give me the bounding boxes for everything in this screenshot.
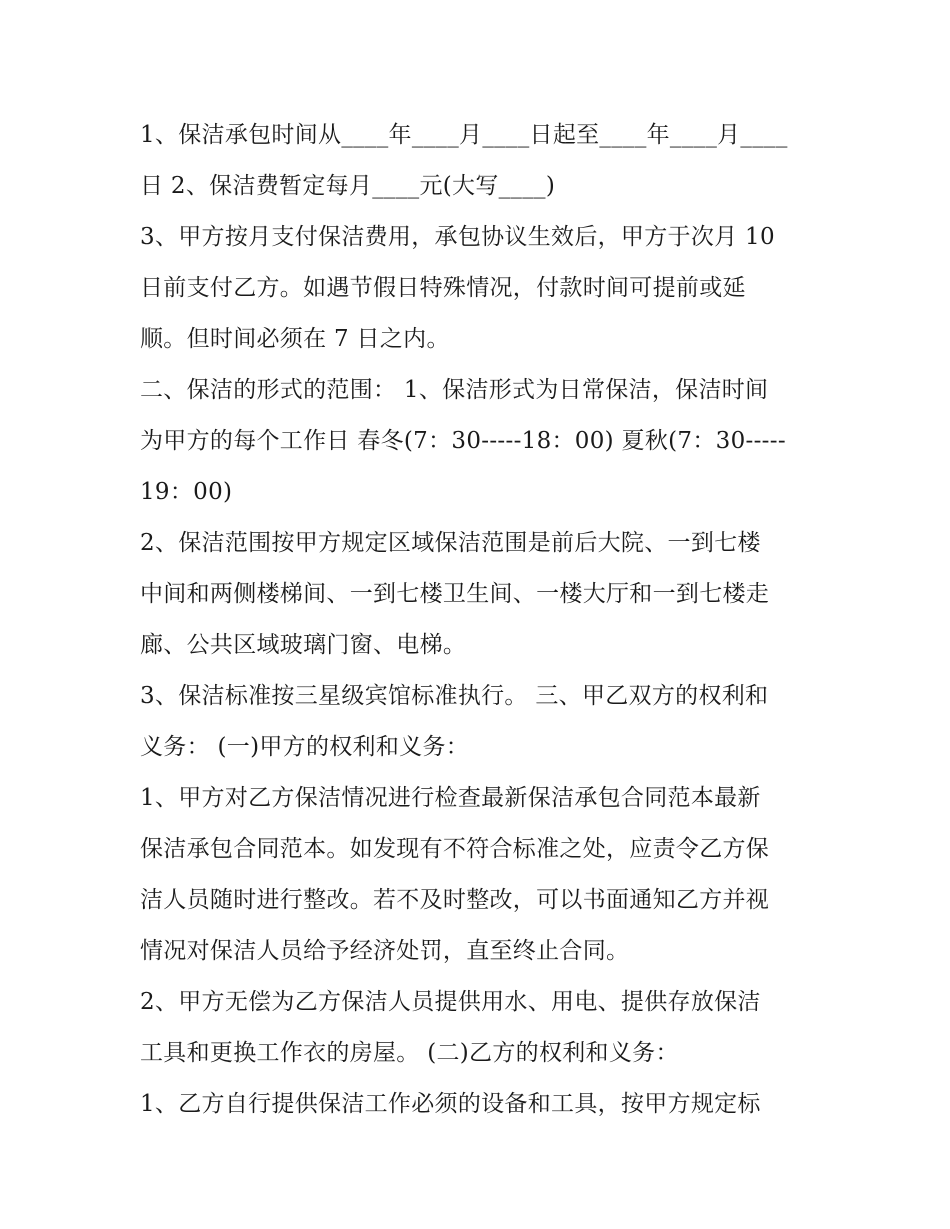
- text-line: 义务： (一)甲方的权利和义务：: [140, 734, 470, 760]
- text-line: 2、甲方无偿为乙方保洁人员提供用水、用电、提供存放保洁: [140, 989, 761, 1015]
- text-line: 3、甲方按月支付保洁费用，承包协议生效后，甲方于次月 10: [140, 224, 775, 250]
- text-line: 19：00): [140, 479, 233, 505]
- text-line: 3、保洁标准按三星级宾馆标准执行。 三、甲乙双方的权利和: [140, 683, 769, 709]
- text-line: 1、保洁承包时间从____年____月____日起至____年____月____: [140, 122, 788, 148]
- text-line: 1、甲方对乙方保洁情况进行检查最新保洁承包合同范本最新: [140, 785, 761, 811]
- text-line: 二、保洁的形式的范围： 1、保洁形式为日常保洁，保洁时间: [140, 377, 769, 403]
- text-line: 洁人员随时进行整改。若不及时整改，可以书面通知乙方并视: [140, 887, 770, 913]
- document-body: [140, 110, 820, 1130]
- text-line: 廊、公共区域玻璃门窗、电梯。: [140, 632, 467, 658]
- text-line: 工具和更换工作衣的房屋。 (二)乙方的权利和义务：: [140, 1040, 679, 1066]
- text-line: 中间和两侧楼梯间、一到七楼卫生间、一楼大厅和一到七楼走: [140, 581, 770, 607]
- text-line: 日 2、保洁费暂定每月____元(大写____): [140, 173, 556, 199]
- text-line: 2、保洁范围按甲方规定区域保洁范围是前后大院、一到七楼: [140, 530, 761, 556]
- text-line: 情况对保洁人员给予经济处罚，直至终止合同。: [140, 938, 630, 964]
- text-line: 保洁承包合同范本。如发现有不符合标准之处，应责令乙方保: [140, 836, 770, 862]
- text-line: 顺。但时间必须在 7 日之内。: [140, 326, 450, 352]
- text-line: 1、乙方自行提供保洁工作必须的设备和工具，按甲方规定标: [140, 1091, 761, 1117]
- text-line: 为甲方的每个工作日 春冬(7：30-----18：00) 夏秋(7：30-----: [140, 428, 786, 454]
- text-line: 日前支付乙方。如遇节假日特殊情况，付款时间可提前或延: [140, 275, 746, 301]
